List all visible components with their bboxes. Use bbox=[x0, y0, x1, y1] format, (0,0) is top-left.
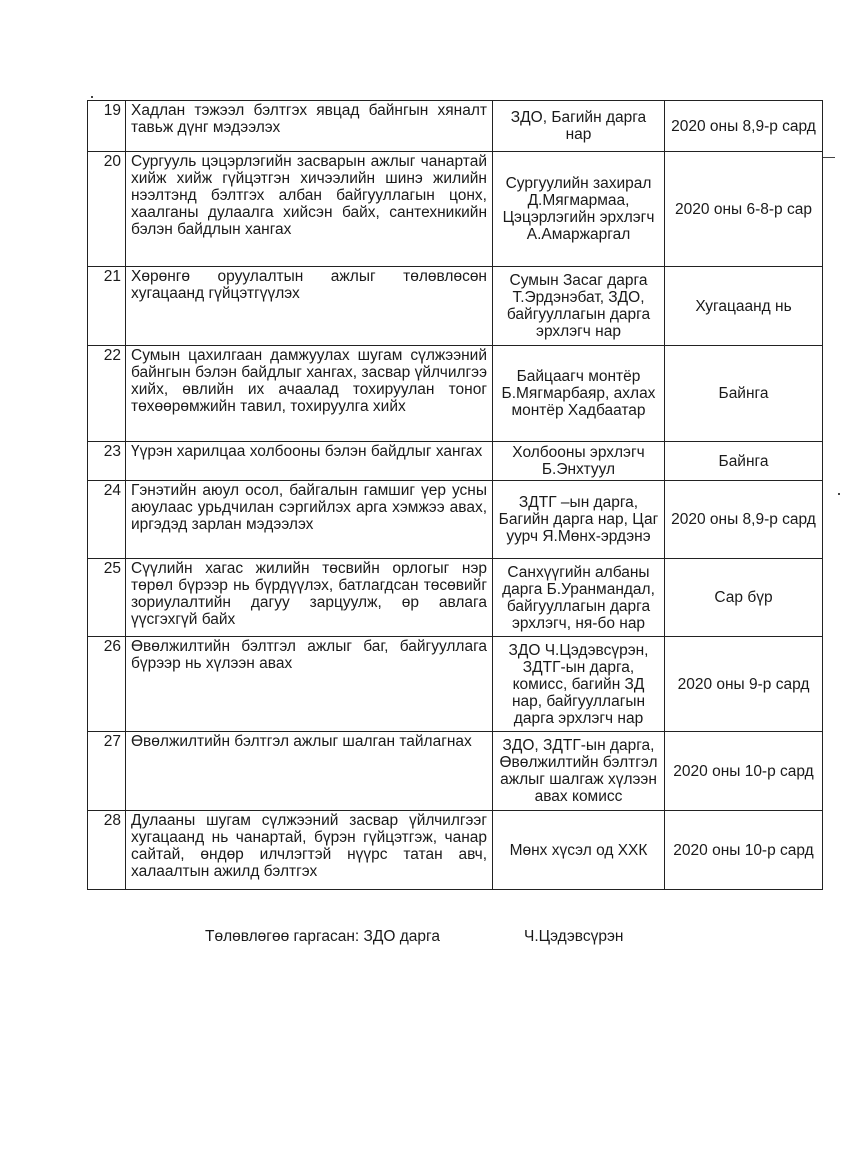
table-row bbox=[88, 442, 823, 481]
deadline-cell: 2020 оны 6-8-р сар bbox=[665, 152, 823, 267]
responsible-cell: Холбооны эрхлэгч Б.Энхтуул bbox=[493, 442, 665, 481]
deadline-cell: 2020 оны 8,9-р сард bbox=[665, 481, 823, 559]
deadline-cell: 2020 оны 9-р сард bbox=[665, 637, 823, 732]
deadline-cell: 2020 оны 8,9-р сард bbox=[665, 101, 823, 152]
table-row bbox=[88, 732, 823, 811]
responsible-cell: Санхүүгийн албаны дарга Б.Уранмандал, байгууллагын дарга эрхлэгч, ня-бо нар bbox=[493, 559, 665, 637]
table-row bbox=[88, 101, 823, 152]
row-number: 21 bbox=[88, 267, 126, 346]
deadline-cell: Байнга bbox=[665, 442, 823, 481]
scan-edge-mark bbox=[823, 157, 835, 158]
table-row bbox=[88, 559, 823, 637]
responsible-cell: Сумын Засаг дарга Т.Эрдэнэбат, ЗДО, байгууллагын дарга эрхлэгч нар bbox=[493, 267, 665, 346]
table-row bbox=[88, 152, 823, 267]
row-number: 22 bbox=[88, 346, 126, 442]
row-number: 26 bbox=[88, 637, 126, 732]
row-number: 28 bbox=[88, 811, 126, 890]
responsible-cell: ЗДТГ –ын дарга, Багийн дарга нар, Цаг уурч Я.Мөнх-эрдэнэ bbox=[493, 481, 665, 559]
deadline-cell: Байнга bbox=[665, 346, 823, 442]
deadline-cell: Сар бүр bbox=[665, 559, 823, 637]
row-number: 23 bbox=[88, 442, 126, 481]
task-cell: Хадлан тэжээл бэлтгэх явцад байнгын хяналт тавьж дүнг мэдээлэх bbox=[126, 101, 493, 152]
task-cell: Дулааны шугам сүлжээний засвар үйлчилгээг хугацаанд нь чанартай, бүрэн гүйцэтгэж, чанар сайтай, өндөр илчлэгтэй нүүрс татан авч, халаалтын ажилд бэлтгэх bbox=[126, 811, 493, 890]
prepared-by-label: Төлөвлөгөө гаргасан: ЗДО дарга bbox=[205, 928, 440, 945]
signatory-name: Ч.Цэдэвсүрэн bbox=[524, 928, 624, 945]
deadline-cell: 2020 оны 10-р сард bbox=[665, 732, 823, 811]
task-cell: Сургууль цэцэрлэгийн засварын ажлыг чанартай хийж хийж гүйцэтгэн хичээлийн шинэ жилийн нээлтэнд бэлтгэх албан байгууллагын цонх, хаалганы дулаалга хийсэн байх, сантехникийн бэлэн байдлын хангах bbox=[126, 152, 493, 267]
table-row bbox=[88, 481, 823, 559]
scan-speck bbox=[838, 493, 840, 495]
scan-speck bbox=[91, 96, 93, 98]
deadline-cell: 2020 оны 10-р сард bbox=[665, 811, 823, 890]
plan-table bbox=[87, 100, 823, 890]
responsible-cell: ЗДО, ЗДТГ-ын дарга, Өвөлжилтийн бэлтгэл ажлыг шалгаж хүлээн авах комисс bbox=[493, 732, 665, 811]
table-row bbox=[88, 346, 823, 442]
task-cell: Сумын цахилгаан дамжуулах шугам сүлжээний байнгын бэлэн байдлыг хангах, засвар үйлчилгээ хийх, өвлийн их ачаалад тохируулан тоног төхөөрөмжийн тавил, тохируулга хийх bbox=[126, 346, 493, 442]
task-cell: Сүүлийн хагас жилийн төсвийн орлогыг нэр төрөл бүрээр нь бүрдүүлэх, батлагдсан төсөвийг зориулалтийн дагуу зарцуулж, өр авлага үүсгэхгүй байх bbox=[126, 559, 493, 637]
task-cell: Хөрөнгө оруулалтын ажлыг төлөвлөсөн хугацаанд гүйцэтгүүлэх bbox=[126, 267, 493, 346]
row-number: 24 bbox=[88, 481, 126, 559]
task-cell: Гэнэтийн аюул осол, байгалын гамшиг үер усны аюулаас урьдчилан сэргийлэх арга хэмжээ авах, иргэдэд зарлан мэдээлэх bbox=[126, 481, 493, 559]
table-row bbox=[88, 637, 823, 732]
task-cell: Үүрэн харилцаа холбооны бэлэн байдлыг хангах bbox=[126, 442, 493, 481]
responsible-cell: ЗДО, Багийн дарга нар bbox=[493, 101, 665, 152]
task-cell: Өвөлжилтийн бэлтгэл ажлыг баг, байгууллага бүрээр нь хүлээн авах bbox=[126, 637, 493, 732]
row-number: 25 bbox=[88, 559, 126, 637]
row-number: 20 bbox=[88, 152, 126, 267]
row-number: 27 bbox=[88, 732, 126, 811]
deadline-cell: Хугацаанд нь bbox=[665, 267, 823, 346]
responsible-cell: Сургуулийн захирал Д.Мягмармаа, Цэцэрлэгийн эрхлэгч А.Амаржаргал bbox=[493, 152, 665, 267]
responsible-cell: Мөнх хүсэл од ХХК bbox=[493, 811, 665, 890]
task-cell: Өвөлжилтийн бэлтгэл ажлыг шалган тайлагнах bbox=[126, 732, 493, 811]
responsible-cell: ЗДО Ч.Цэдэвсүрэн, ЗДТГ-ын дарга, комисс, багийн ЗД нар, байгууллагын дарга эрхлэгч нар bbox=[493, 637, 665, 732]
table-row bbox=[88, 267, 823, 346]
table-row bbox=[88, 811, 823, 890]
row-number: 19 bbox=[88, 101, 126, 152]
responsible-cell: Байцаагч монтёр Б.Мягмарбаяр, ахлах монтёр Хадбаатар bbox=[493, 346, 665, 442]
